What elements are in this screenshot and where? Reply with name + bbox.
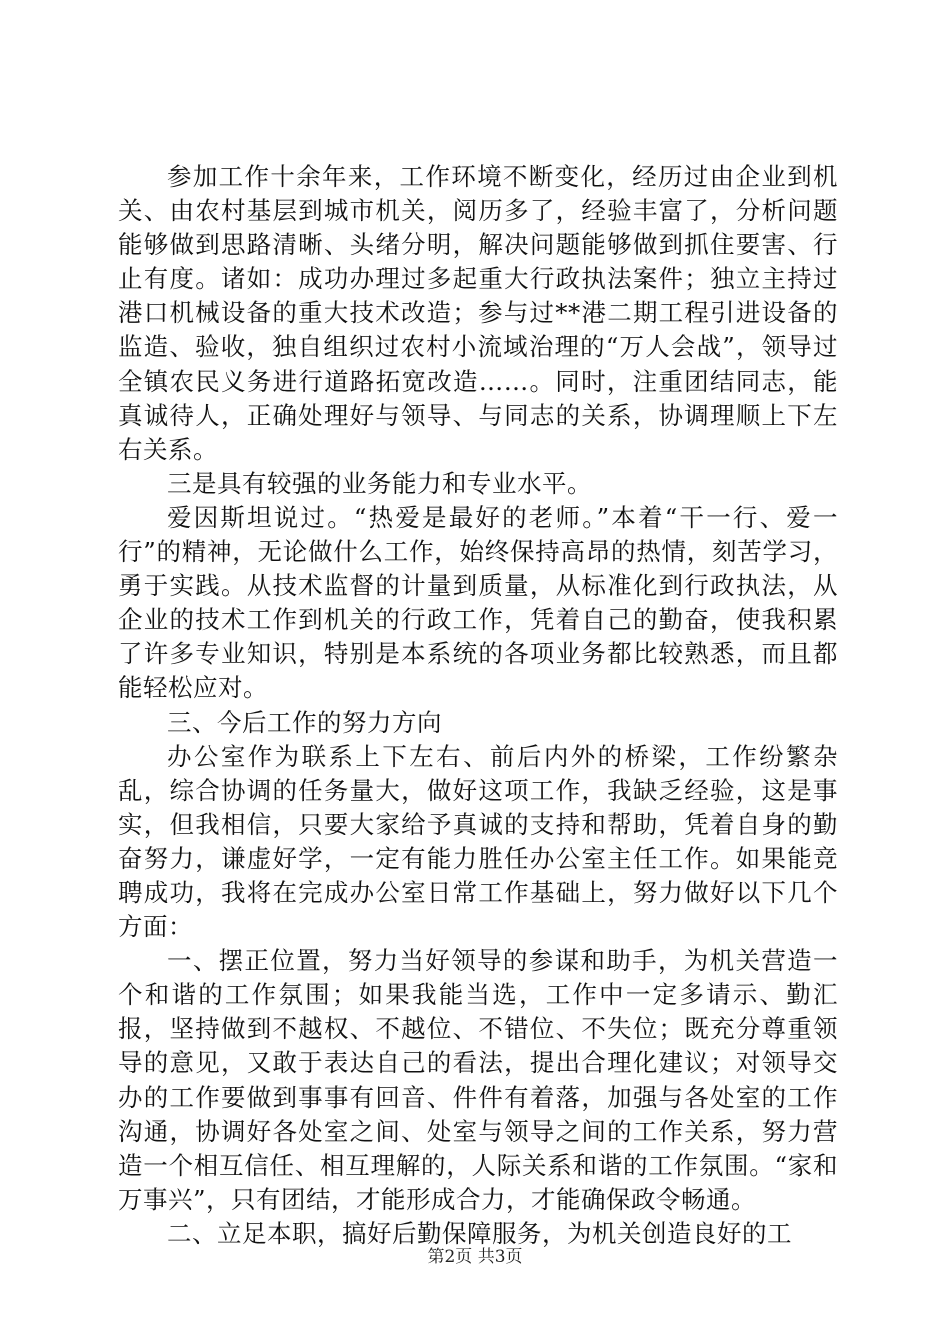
- document-body: [118, 160, 838, 1251]
- page-footer: 第2页 共3页: [427, 1247, 523, 1267]
- paragraph-office-role: 办公室作为联系上下左右、前后内外的桥梁，工作纷繁杂乱，综合协调的任务量大，做好这项工作，我缺乏经验，这是事实，但我相信，只要大家给予真诚的支持和帮助，凭着自身的勤奋努力，谦虚好学，一定有能力胜任办公室主任工作。如果能竞聘成功，我将在完成办公室日常工作基础上，努力做好以下几个方面：: [118, 741, 838, 942]
- paragraph-item-one: 一、摆正位置，努力当好领导的参谋和助手，为机关营造一个和谐的工作氛围；如果我能当选，工作中一定多请示、勤汇报，坚持做到不越权、不越位、不错位、不失位；既充分尊重领导的意见，又敢于表达自己的看法，提出合理化建议；对领导交办的工作要做到事事有回音、件件有着落，加强与各处室的工作沟通，协调好各处室之间、处室与领导之间的工作关系，努力营造一个相互信任、相互理解的，人际关系和谐的工作氛围。“家和万事兴”，只有团结，才能形成合力，才能确保政令畅通。: [118, 946, 838, 1214]
- paragraph-point-three: 三是具有较强的业务能力和专业水平。: [167, 468, 592, 498]
- paragraph-einstein: 爱因斯坦说过。“热爱是最好的老师。”本着“干一行、爱一行”的精神，无论做什么工作，始终保持高昂的热情，刻苦学习，勇于实践。从技术监督的计量到质量，从标准化到行政执法，从企业的技术工作到机关的行政工作，凭着自己的勤奋，使我积累了许多专业知识，特别是本系统的各项业务都比较熟悉，而且都能轻松应对。: [118, 502, 838, 703]
- section-heading-future-direction: 三、今后工作的努力方向: [167, 707, 442, 737]
- paragraph-experience: 参加工作十余年来，工作环境不断变化，经历过由企业到机关、由农村基层到城市机关，阅历多了，经验丰富了，分析问题能够做到思路清晰、头绪分明，解决问题能够做到抓住要害、行止有度。诸如：成功办理过多起重大行政执法案件；独立主持过港口机械设备的重大技术改造；参与过**港二期工程引进设备的监造、验收，独自组织过农村小流域治理的“万人会战”，领导过全镇农民义务进行道路拓宽改造……。同时，注重团结同志，能真诚待人，正确处理好与领导、与同志的关系，协调理顺上下左右关系。: [118, 162, 838, 464]
- paragraph-item-two: 二、立足本职，搞好后勤保障服务，为机关创造良好的工: [167, 1218, 792, 1248]
